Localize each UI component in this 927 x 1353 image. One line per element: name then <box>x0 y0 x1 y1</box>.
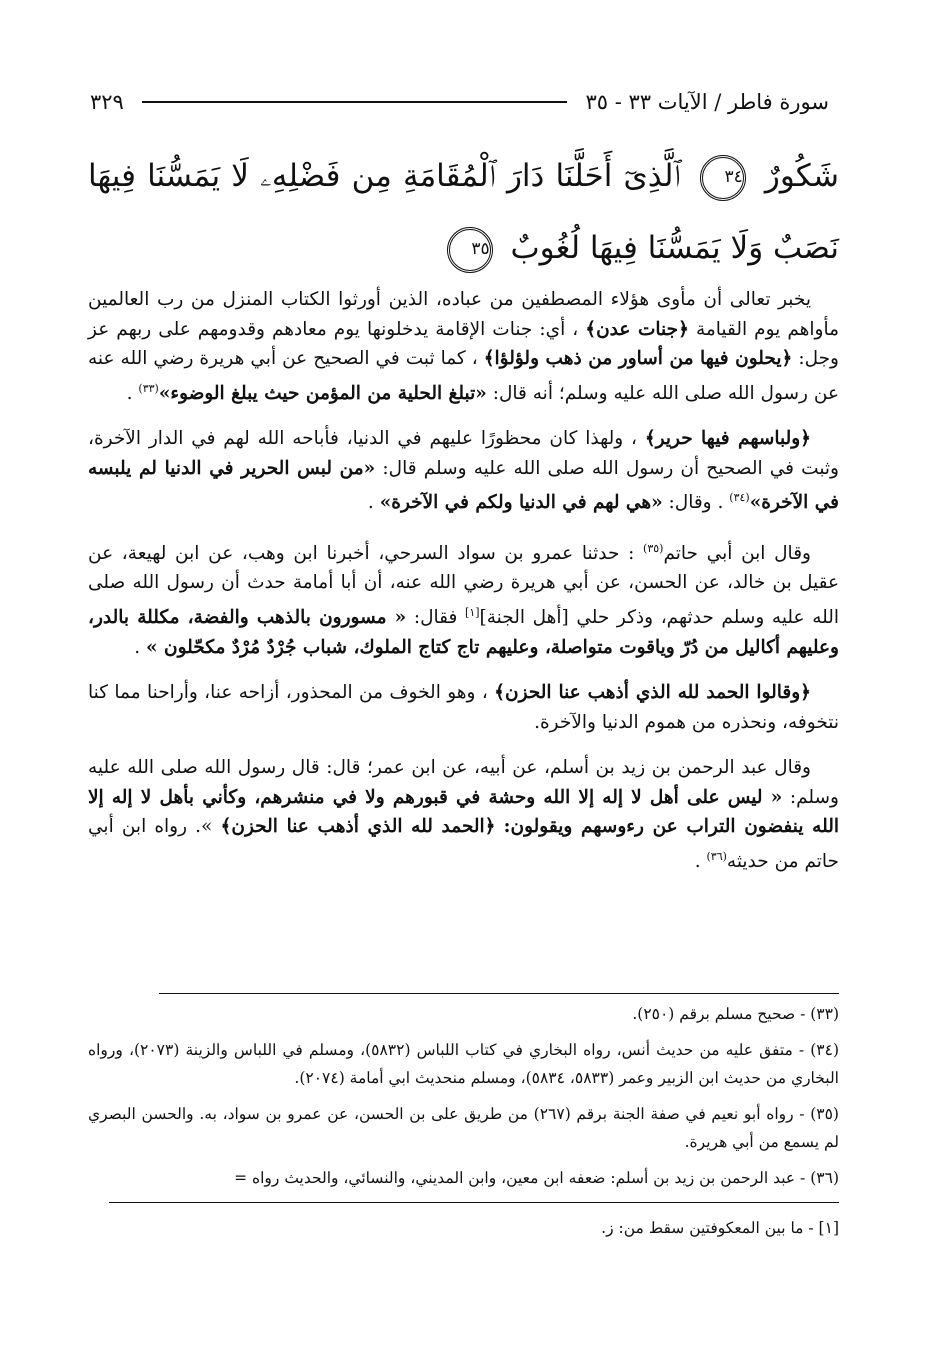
text: . <box>134 636 141 658</box>
text: : حدثنا عمرو بن سواد السرحي، أخبرنا ابن وهب، عن ابن لهيعة، عن عقيل بن خالد، عن الحسن، عن أبي هريرة رضي الله عنه، أن أبا أمامة حدث أن رسول الله صلى الله عليه وسلم حدثهم، وذكر حلي [أهل الجنة] <box>88 542 840 629</box>
footnote-ref: (٣٤) <box>729 491 750 505</box>
quote: ﴿الحمد لله الذي أذهب عنا الحزن﴾ <box>220 816 496 838</box>
verse-text: شَكُورٌ <box>764 158 840 194</box>
footnotes <box>88 1000 839 1200</box>
editorial-separator <box>109 1202 839 1203</box>
editorial-ref: [١] <box>465 605 480 619</box>
footnote-ref: (٣٦) <box>706 849 727 863</box>
hadith-quote: « ليس على أهل لا إله إلا الله وحشة في قبورهم ولا في منشرهم، وكأني بأهل لا إله إلا الله ينفضون التراب عن رءوسهم ويقولون: <box>88 786 839 838</box>
paragraph <box>88 678 839 737</box>
quran-verses <box>88 140 839 284</box>
verse-number-34: ٣٤ <box>700 155 746 201</box>
hadith-quote: « مسورون بالذهب والفضة، مكللة بالدر، وعليهم أكاليل من دُرّ وياقوت متواصلة، وعليهم تاج كتاج الملوك، شباب جُرْدٌ مُرْدٌ مكحّلون » <box>88 607 839 658</box>
text: . <box>367 492 374 514</box>
page-number: ٣٢٩ <box>90 90 124 114</box>
hadith-quote: «تبلغ الحلية من المؤمن حيث يبلغ الوضوء» <box>158 382 487 404</box>
hadith-quote: «من لبس الحرير في الدنيا لم يلبسه في الآخرة» <box>88 457 839 514</box>
quote: ﴿يحلون فيها من أساور من ذهب ولؤلؤا﴾ <box>483 348 793 369</box>
text: ». رواه ابن أبي حاتم من حديثه <box>88 816 839 872</box>
verse-text: ٱلَّذِىٓ أَحَلَّنَا دَارَ ٱلْمُقَامَةِ مِن فَضْلِهِۦ لَا يَمَسُّنَا فِيهَا نَصَبٌ وَلَا <box>88 158 839 266</box>
paragraph <box>88 285 839 408</box>
text: . <box>126 382 133 404</box>
commentary-body <box>88 285 839 892</box>
text: ، أي: جنات الإقامة يدخلونها يوم معادهم وقدومهم على ربهم عز وجل: <box>88 318 839 369</box>
text: . وقال: <box>668 492 724 514</box>
text: ، كما ثبت في الصحيح عن أبي هريرة رضي الله عنه عن رسول الله صلى الله عليه وسلم؛ أنه قال: <box>88 348 839 404</box>
text: ، ولهذا كان محظورًا عليهم في الدنيا، فأباحه الله لهم في الدار الآخرة، وثبت في الصحيح أن رسول الله صلى الله عليه وسلم قال: <box>88 428 839 479</box>
footnote-ref: (٣٣) <box>138 381 159 395</box>
footnote-36: (٣٦) - عبد الرحمن بن زيد بن أسلم: ضعفه ابن معين، وابن المديني، والنسائي، والحديث رواه = <box>234 1169 839 1187</box>
page-header <box>90 82 829 122</box>
footnote-35: (٣٥) - رواه أبو نعيم في صفة الجنة برقم (٢٦٧) من طريق على بن الحسن، عن عمرو بن سواد، به. والحسن البصري لم يسمع من أبي هريرة. <box>88 1105 839 1151</box>
text: . <box>694 850 701 872</box>
header-rule <box>142 101 568 103</box>
footnote-separator <box>159 993 839 994</box>
paragraph <box>88 534 839 662</box>
footnote-ref: (٣٥) <box>643 541 664 555</box>
text: يخبر تعالى أن مأوى هؤلاء المصطفين من عباده، الذين أورثوا الكتاب المنزل من رب العالمين مأواهم يوم القيامة <box>88 289 840 340</box>
footnote-33: (٣٣) - صحيح مسلم برقم (٢٥٠). <box>632 1005 839 1023</box>
hadith-quote: «هي لهم في الدنيا ولكم في الآخرة» <box>379 492 663 514</box>
verse-text: يَمَسُّنَا فِيهَا لُغُوبٌ <box>510 230 721 266</box>
quote: ﴿وقالوا الحمد لله الذي أذهب عنا الحزن﴾ <box>494 682 811 704</box>
editorial-note: [١] - ما بين المعكوفتين سقط من: ز. <box>601 1219 839 1237</box>
surah-title: سورة فاطر / الآيات ٣٣ - ٣٥ <box>585 90 829 114</box>
paragraph <box>88 424 839 518</box>
verse-number-35: ٣٥ <box>447 227 493 273</box>
quote: ﴿ولباسهم فيها حرير﴾ <box>644 428 811 450</box>
paragraph <box>88 753 839 876</box>
footnote-34: (٣٤) - متفق عليه من حديث أنس، رواه البخاري في كتاب اللباس (٥٨٣٢)، ومسلم في اللباس والزينة (٢٠٧٣)، ورواه البخاري من حديث ابن الزبير وعمر (٥٨٣٣، ٥٨٣٤)، ومسلم منحديث ابي أمامة (٢٠٧٤). <box>88 1041 840 1087</box>
text: ، وهو الخوف من المحذور، أزاحه عنا، وأراحنا مما كنا نتخوفه، ونحذره من هموم الدنيا والآخرة. <box>88 682 839 733</box>
text: وقال عبد الرحمن بن زيد بن أسلم، عن أبيه، عن ابن عمر؛ قال: قال رسول الله صلى الله عليه وسلم: <box>88 757 839 808</box>
text: فقال: <box>413 607 458 629</box>
quote: ﴿جنات عدن﴾ <box>585 318 689 340</box>
text: وقال ابن أبي حاتم <box>663 542 811 564</box>
